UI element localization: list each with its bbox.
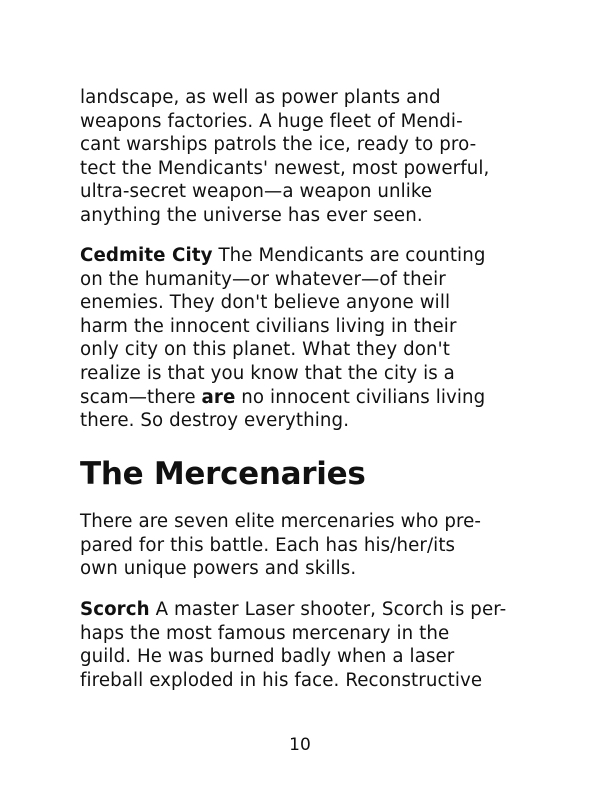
text-line: only city on this planet. What they don't [80,339,450,361]
emphasis-are: are [201,386,236,408]
page-number: 10 [289,735,311,755]
text-line: harm the innocent civilians living in their [80,315,457,337]
term-cedmite-city: Cedmite City [80,245,213,266]
paragraph-ice-landscape [80,86,520,228]
text-line: haps the most famous mercenary in the [80,622,450,644]
paragraph-mercenaries-intro [80,510,520,581]
text-line: pared for this battle. Each has his/her/its [80,534,456,556]
text-line: guild. He was burned badly when a laser [80,646,455,668]
text-line: enemies. They don't believe anyone will [80,292,451,314]
term-scorch: Scorch [80,599,150,620]
text-line: on the humanity—or whatever—of their [80,268,446,290]
text-line: cant warships patrols the ice, ready to pro- [80,134,477,156]
text-line: There are seven elite mercenaries who pre- [80,511,482,532]
text-line: tect the Mendicants' newest, most powerful, [80,157,490,179]
text-line: weapons factories. A huge fleet of Mendi- [80,110,463,132]
text-line: anything the universe has ever seen. [80,204,423,226]
paragraph-cedmite-city [80,244,520,433]
text-line: no innocent civilians living [235,386,486,408]
text-line: A master Laser shooter, Scorch is per- [149,599,507,620]
paragraph-scorch [80,598,520,692]
text-line: The Mendicants are counting [212,245,486,266]
text-line: ultra-secret weapon—a weapon unlike [80,181,433,203]
text-line: own unique powers and skills. [80,558,357,580]
text-line: fireball exploded in his face. Reconstructive [80,669,483,691]
text-line: realize is that you know that the city is a [80,362,455,384]
text-line: scam—there [80,386,202,408]
text-line: landscape, as well as power plants and [80,87,441,108]
text-line: there. So destroy everything. [80,410,350,432]
section-heading: The Mercenaries [80,456,366,492]
